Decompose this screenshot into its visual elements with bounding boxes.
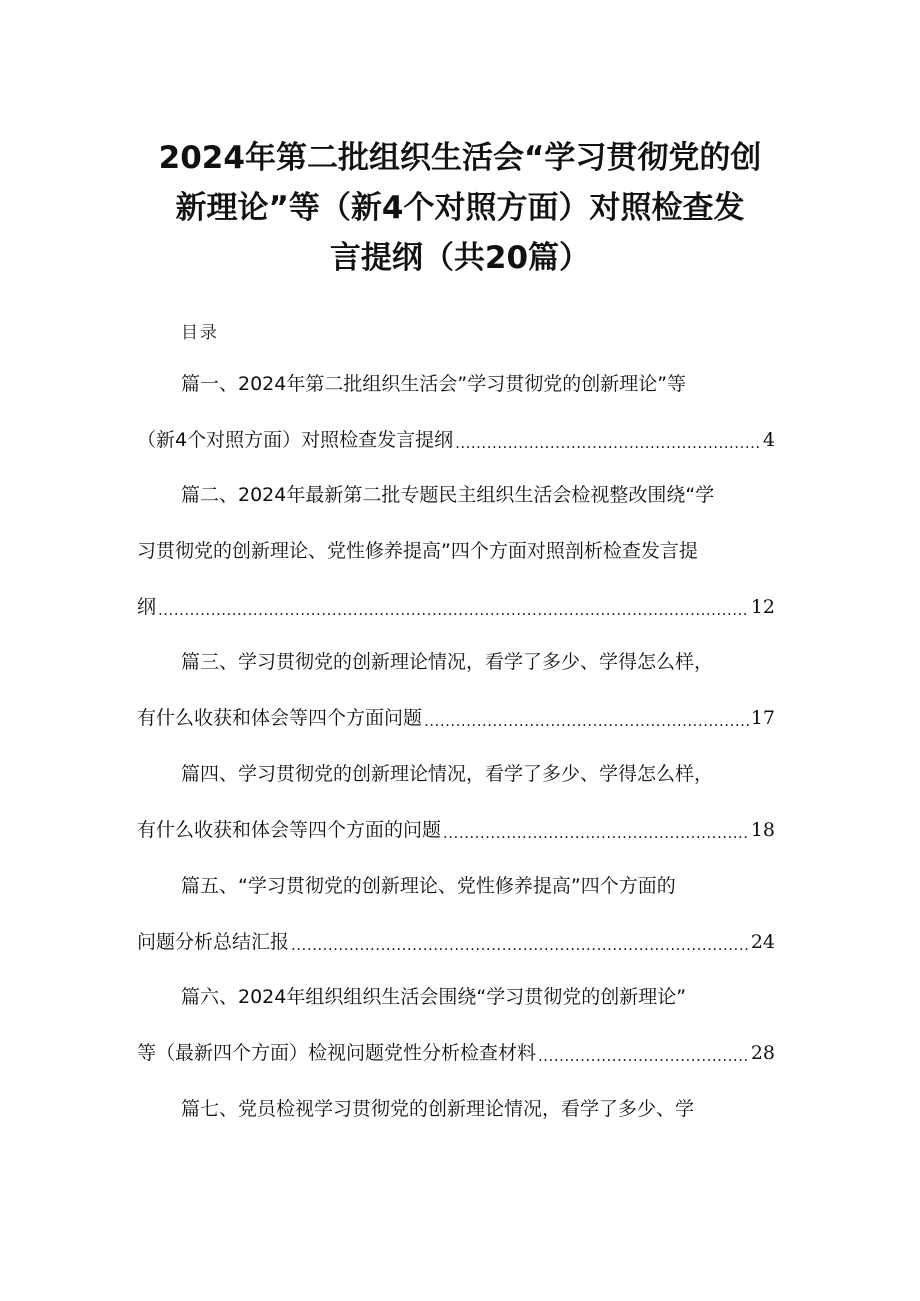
toc-entry-4-continuation[interactable]	[137, 817, 775, 843]
toc-entry-text: 有什么收获和体会等四个方面的问题	[137, 819, 442, 841]
toc-page-number: 4	[762, 429, 775, 451]
dot-leader	[424, 711, 749, 731]
toc-heading: 目录	[181, 323, 219, 343]
toc-entry-3-title[interactable]: 篇三、学习贯彻党的创新理论情况，看学了多少、学得怎么样，	[181, 651, 714, 673]
toc-entry-5-title[interactable]: 篇五、“学习贯彻党的创新理论、党性修养提高”四个方面的	[181, 875, 676, 897]
toc-page-number: 18	[750, 819, 775, 841]
toc-entry-6-continuation[interactable]	[137, 1040, 775, 1066]
toc-entry-4-title[interactable]: 篇四、学习贯彻党的创新理论情况，看学了多少、学得怎么样，	[181, 763, 714, 785]
toc-page-number: 24	[750, 931, 775, 953]
document-title-line-3: 言提纲（共20篇）	[329, 240, 591, 276]
toc-entry-2-middle[interactable]: 习贯彻党的创新理论、党性修养提高”四个方面对照剖析检查发言提	[137, 540, 698, 562]
document-title-line-1: 2024年第二批组织生活会“学习贯彻党的创	[158, 140, 762, 176]
document-title-line-2: 新理论”等（新4个对照方面）对照检查发	[175, 190, 745, 226]
toc-entry-7-title[interactable]: 篇七、党员检视学习贯彻党的创新理论情况，看学了多少、学	[181, 1098, 695, 1120]
toc-entry-2-title[interactable]: 篇二、2024年最新第二批专题民主组织生活会检视整改围绕“学	[181, 484, 715, 506]
toc-entry-text: 有什么收获和体会等四个方面问题	[137, 707, 423, 729]
toc-entry-text: （新4个对照方面）对照检查发言提纲	[137, 429, 454, 451]
toc-entry-5-continuation[interactable]	[137, 929, 775, 955]
toc-entry-3-continuation[interactable]	[137, 705, 775, 731]
toc-page-number: 28	[750, 1042, 775, 1064]
dot-leader	[291, 935, 749, 955]
toc-page-number: 12	[750, 596, 775, 618]
toc-entry-1-title[interactable]: 篇一、2024年第二批组织生活会”学习贯彻党的创新理论”等	[181, 373, 687, 395]
dot-leader	[158, 600, 749, 620]
dot-leader	[538, 1046, 749, 1066]
dot-leader	[455, 433, 761, 453]
toc-entry-text: 问题分析总结汇报	[137, 931, 290, 953]
toc-entry-2-continuation[interactable]	[137, 594, 775, 620]
dot-leader	[443, 823, 749, 843]
toc-entry-text: 纲	[137, 596, 157, 618]
toc-entry-text: 等（最新四个方面）检视问题党性分析检查材料	[137, 1042, 537, 1064]
toc-entry-6-title[interactable]: 篇六、2024年组织组织生活会围绕“学习贯彻党的创新理论”	[181, 986, 687, 1008]
toc-page-number: 17	[750, 707, 775, 729]
toc-entry-1-continuation[interactable]	[137, 427, 775, 453]
